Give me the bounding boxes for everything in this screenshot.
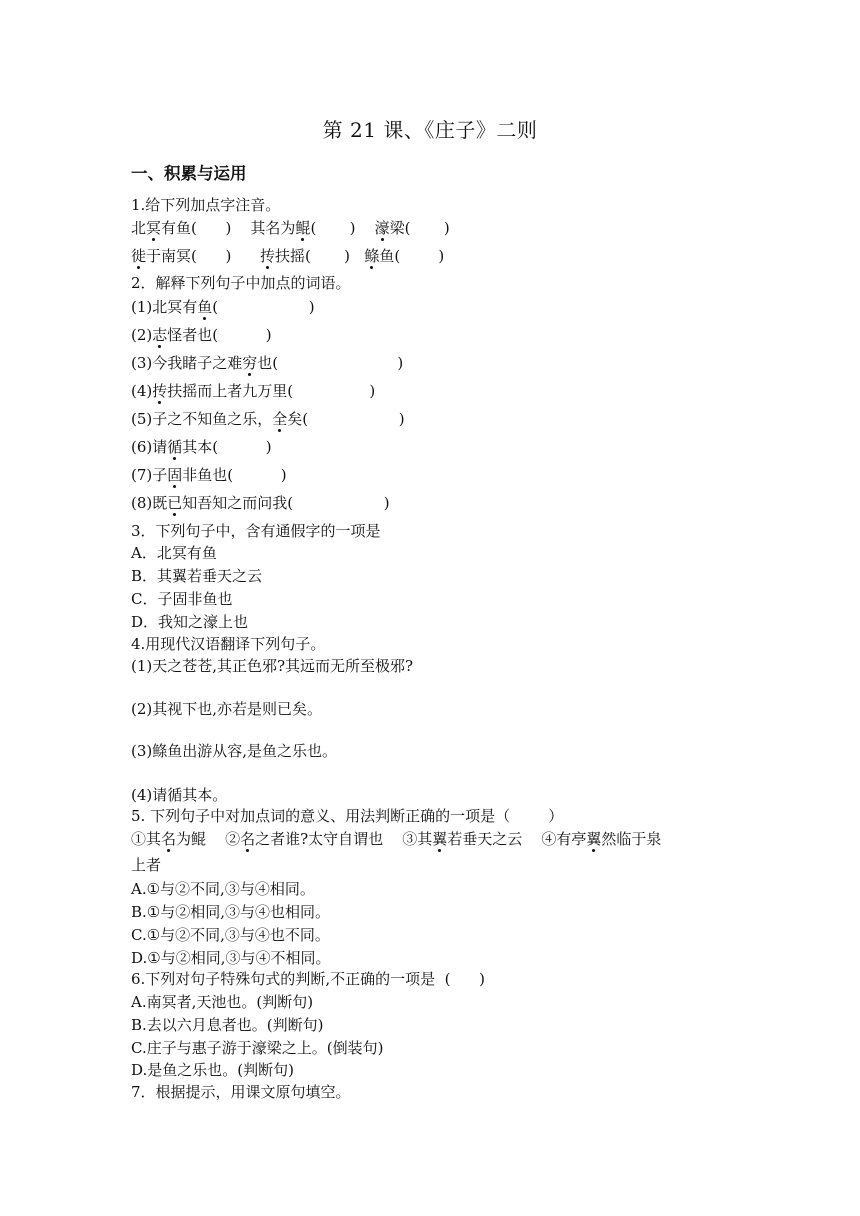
text-segment: ( ) [310, 219, 375, 237]
text-segment: 之者谁?太守自谓也 ③其 [255, 830, 433, 848]
dotted-char: 抟 [259, 247, 275, 265]
dotted-char: 鱼 [197, 298, 213, 316]
text-segment: 梁( ) [389, 219, 450, 237]
text-segment: (7)子 [131, 466, 168, 484]
dotted-char: 鲲 [295, 219, 311, 237]
page-title: 第 21 课、《庄子》二则 [322, 118, 538, 142]
text-line [131, 925, 330, 945]
text-segment: D．我知之濠上也 [131, 613, 249, 631]
dotted-char: 濠 [374, 219, 390, 237]
text-line [131, 273, 351, 293]
text-line [131, 612, 248, 632]
text-line [131, 437, 272, 457]
text-segment: D.是鱼之乐也。(判断句) [131, 1061, 294, 1079]
text-segment: 扶摇( ) [274, 247, 365, 265]
text-line [131, 969, 485, 989]
text-segment: (8)既 [131, 494, 168, 512]
text-segment: ①其 [131, 830, 162, 848]
text-line [131, 1015, 324, 1035]
text-segment: 4.用现代汉语翻译下列句子。 [131, 635, 326, 653]
text-segment: (4) [131, 382, 153, 400]
text-segment: B.去以六月息者也。(判断句) [131, 1016, 324, 1034]
text-line [131, 218, 450, 238]
text-line [131, 566, 262, 586]
text-segment: (3)今我睹子之难 [131, 354, 243, 372]
text-segment: 矣( ) [287, 410, 405, 428]
text-segment: 6.下列对句子特殊句式的判断,不正确的一项是 ( ) [131, 970, 485, 988]
dotted-char: 全 [272, 410, 288, 428]
text-segment: 7．根据提示，用课文原句填空。 [131, 1083, 351, 1101]
text-segment: 于南冥( ) [146, 247, 260, 265]
text-segment: 北 [131, 219, 147, 237]
text-segment: B．其翼若垂天之云 [131, 567, 263, 585]
text-segment: (2) [131, 326, 153, 344]
text-line [131, 992, 313, 1012]
text-line [131, 785, 227, 805]
text-line [131, 543, 217, 563]
text-line [131, 634, 325, 654]
text-line [131, 741, 337, 761]
text-line [131, 521, 381, 541]
text-segment: 鱼( ) [379, 247, 445, 265]
text-line [131, 195, 280, 215]
dotted-char: 循 [167, 438, 183, 456]
text-line [131, 656, 413, 676]
text-segment: B.①与②相同,③与④也相同。 [131, 903, 331, 921]
section-heading: 一、积累与运用 [131, 164, 247, 183]
dotted-char: 固 [167, 466, 183, 484]
text-line [131, 829, 661, 849]
text-segment: (4)请循其本。 [131, 786, 228, 804]
dotted-char: 名 [240, 830, 256, 848]
text-line [131, 948, 330, 968]
text-segment: (5)子之不知鱼之乐， [131, 410, 273, 428]
dotted-char: 抟 [152, 382, 168, 400]
text-line [131, 353, 403, 373]
dotted-char: 鲦 [364, 247, 380, 265]
text-segment: (1)北冥有 [131, 298, 198, 316]
text-segment: C.庄子与惠子游于濠梁之上。(倒装句) [131, 1039, 384, 1057]
text-line [131, 297, 315, 317]
text-segment: 也( ) [257, 354, 404, 372]
text-segment: A.南冥者,天池也。(判断句) [131, 993, 314, 1011]
text-segment: (2)其视下也,亦若是则已矣。 [131, 700, 323, 718]
text-line [131, 465, 287, 485]
text-segment: 扶摇而上者九万里( ) [167, 382, 376, 400]
text-segment: 为鲲 ② [176, 830, 241, 848]
text-line [131, 902, 330, 922]
text-segment: (1)天之苍苍,其正色邪?其远而无所至极邪? [131, 657, 414, 675]
text-segment: A．北冥有鱼 [131, 544, 217, 562]
text-segment: 非鱼也( ) [182, 466, 287, 484]
dotted-char: 穷 [242, 354, 258, 372]
dotted-char: 已 [167, 494, 183, 512]
text-segment: (6)请 [131, 438, 168, 456]
dotted-char: 翼 [432, 830, 448, 848]
text-segment: 若垂天之云 ④有亭 [447, 830, 587, 848]
text-segment: A.①与②不同,③与④相同。 [131, 880, 315, 898]
text-segment: C．子固非鱼也 [131, 590, 233, 608]
text-line [131, 806, 563, 826]
text-line [131, 1038, 383, 1058]
text-segment: 2．解释下列句子中加点的词语。 [131, 274, 351, 292]
text-segment: 怪者也( ) [167, 326, 272, 344]
text-line [131, 493, 390, 513]
text-segment: D.①与②相同,③与④不相同。 [131, 949, 331, 967]
text-segment: 3．下列句子中，含有通假字的一项是 [131, 522, 381, 540]
text-line [131, 589, 232, 609]
dotted-char: 志 [152, 326, 168, 344]
dotted-char: 翼 [586, 830, 602, 848]
text-line [131, 1060, 294, 1080]
text-segment: 上者 [131, 856, 162, 874]
text-line [131, 246, 444, 266]
dotted-char: 徙 [131, 247, 147, 265]
text-line [131, 1082, 351, 1102]
text-segment: 5. 下列句子中对加点词的意义、用法判断正确的一项是（ ） [131, 807, 564, 825]
text-line [131, 879, 315, 899]
text-line [131, 325, 272, 345]
text-line [131, 699, 322, 719]
text-segment: C.①与②不同,③与④也不同。 [131, 926, 330, 944]
text-segment: 1.给下列加点字注音。 [131, 196, 281, 214]
text-line [131, 409, 405, 429]
text-segment: 然临于泉 [601, 830, 662, 848]
text-line [131, 381, 375, 401]
text-segment: (3)鲦鱼出游从容,是鱼之乐也。 [131, 742, 338, 760]
text-segment: 其本( ) [182, 438, 272, 456]
dotted-char: 冥 [146, 219, 162, 237]
text-segment: 有鱼( ) 其名为 [161, 219, 296, 237]
text-segment: ( ) [212, 298, 315, 316]
text-line [131, 855, 161, 875]
text-segment: 知吾知之而问我( ) [182, 494, 390, 512]
dotted-char: 名 [161, 830, 177, 848]
